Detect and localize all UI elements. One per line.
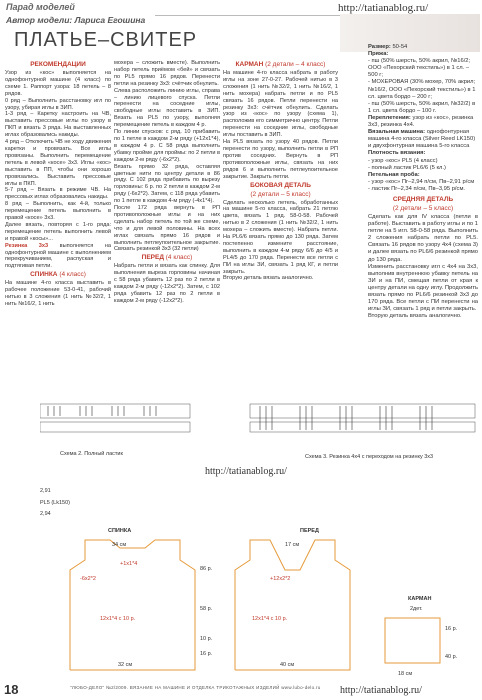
front-heading: ПЕРЕД [141,254,164,262]
dim-front-top: 17 см [285,542,300,548]
text-block: Вторую деталь вязать аналогично. [223,275,314,282]
size-value: 50-54 [392,44,408,50]
page-number: 18 [4,682,19,697]
author-line: Автор модели: Лариса Егошина [6,15,146,25]
dim-back-bottom: 32 см [118,662,133,668]
knitting-schemes [40,400,480,470]
dim-front-f8: 12x1*4 с 10 р. [252,616,288,622]
text-block: Слева расположить линию иглы, справа – линию лицевого спуска. Петли перенести на соседние иглы, свободные иглы поставить в ЗИП. Вязать на PL5 по узору, выполняя перемещение петель в каждом 4 р. [114,87,220,129]
dim-h86: 86 р. [200,566,213,572]
dim-pocket-h: 16 р. [445,626,458,632]
middle-piece-heading: СРЕДНЯЯ ДЕТАЛЬ [392,195,454,203]
text-block: На PL5 вязать по узору 40 рядов. Петли перенести по узору, выполнить петли в РП против соседних. Вернуть в РП противоположные иглы, связать на них рядов 6 и выполнить петлеупоительное закрытие. Закрыть петли. [223,139,338,180]
pattern-diagrams [0,470,482,684]
yarn-item: - МОХЕРОВАЯ (30% мохер, 70% акрил; №16/2, ООО «Пехорский текстиль») в 1 сл. цвета бордо – 200 г; [368,79,478,100]
text-block: 0 ряд – Выполнить расстановку игл по узору, убирая иглы в ЗИП. [5,97,111,111]
column-back-front [114,60,220,400]
text-block: 4 ряд – Отключить ЧВ не ходу движения каретки и провязать. Все иглы провязаны. Выполнить перемещение петель в левой «косе» 3х3. Иглы «кос» выставить в ПП, чтобы они хорошо провязались. Выставить прессовые иглы в ПКП. [5,139,111,187]
pocket-heading: КАРМАН [235,61,264,68]
dim-back-f1: +1x1*4 [120,561,138,567]
watermark-url-mid[interactable]: http://tatianablog.ru/ [205,466,287,477]
weave-label: Переплетения: [368,114,411,121]
back-diagram-title: СПИНКА [108,528,132,534]
side-piece-heading: БОКОВАЯ ДЕТАЛЬ [250,181,311,189]
pocket-subheading: (2 детали – 4 класс) [265,61,326,68]
middle-piece-subheading: (2 детали – 5 класс) [392,204,454,212]
pocket-outline [385,618,440,663]
front-outline [235,540,350,670]
loop-item: - ластик Пг–2,34 п/см, Пв–3,95 р/см. [368,186,478,193]
scheme-3-caption: Схема 3. Резинка 4х4 с переходом на резинку 3х3 [305,454,434,460]
text-block: Сделать как для IV класса (петли в работе). Выставить в работу иглы и по 1 петле на 5 игл. 58-0-58 ряда. Выполнить 2 сложения набрать петли по PL5. Связать 16 рядов по узору 4х4 (схема 3) и далее вязать по PL6/6 резинкой прямо до 130 ряда. [368,213,478,263]
density-item: - узор «кос» PL5 (4 класс) [368,158,478,165]
size-label: Размер: [368,44,391,50]
text-block: Узор из «кос» выполняется на однофонтурной машине (4 класс) по схеме 1. Раппорт узора: 18 петель – 8 рядов. [5,70,111,97]
scheme-2-caption: Схема 2. Полный ластик [60,451,123,457]
pocket-diagram-title: КАРМАН [408,596,432,602]
text-block: 5-7 ряд – Вязать в режиме ЧВ. На прессовых иглах образовались накиды. [5,187,111,201]
dim-front-bottom: 40 см [280,662,295,668]
text-block: Сделать несколько петель, обработанных на машине 5-го класса, набрать 21 петлю цвета, вязать 1 ряд. 58-0-58. Рабочей нитью в 2 сложения (1 нить №32/2, 1 нить мохера – сложить вместе). Набрать петли. На PL6/6 вязать прямо до 130 ряда. Затем постепенно измените расстояние, выполнить в каждом 4-м ряду 6/6 до 4/5 и PL4/5 до 170 ряда. Перенести все петли с ПИ на иглы ЗИ, связать 1 ряд КГ, и петли закрыть. [223,199,338,275]
text-block: Далее вязать, повторяя с 1-го ряда: перемещение петель выполнить левой и правой «косы»... [5,221,111,242]
scheme-1-grid [40,404,190,432]
dim-pocket-w: 18 см [398,671,413,677]
density-item: - полный ластик PL6/6 (5 кл.) [368,165,478,172]
yarn-item: - пш (50% шерсть, 50% акрил, №32/2) в 1 сл. цвета бордо – 100 г. [368,101,478,115]
v291-label: 2,91 [40,488,51,494]
density-label: Плотность вязания: [368,150,426,157]
text-block: Изменить расстановку игл с 4х4 на 3х3, выполнив внутреннюю убавку петель на ЗИ и на ПИ, смещая петли от края к центру детали на одну иглу. Продолжить вязать прямо по PL6/6 резинкой 3х3 до 170 ряда. Все петли с ПИ перенести на иглы ЗИ, связать 1 ряд и петли закрыть. [368,263,478,313]
footer-text: "ЛЮБО-ДЕЛО" №2/2009. ВЯЗАНИЕ НА МАШИНЕ И ОТДЕЛКА ТРИКОТАЖНЫХ ИЗДЕЛИЙ www.lubo-delo.ru [70,685,321,690]
text-block: Набрать петли и вязать как спинку. Для выполнения выреза горловины начиная с 58 ряда убавить 12 раз по 2 петли в каждом 2-м ряду (-12x2*2). Затем, с 102 ряда убавить 12 раз по 2 петли в каждом 2-м ряду (-12x2*2). [114,263,220,304]
dim-back-top: 34 см [112,542,127,548]
text-block: По линии спусков: с ряд. 10 прибавить по 1 петле в каждом 2-м ряду (+12x1*4), в каждом 4 р. С 58 ряда выполнить убавку пройме для проймы: по 2 петли в каждом 2-м ряду (-6x2*2). [114,129,220,163]
loop-item: - узор «кос» Пг–2,94 п/см, Пв–2,91 р/см [368,179,478,186]
specs-panel [368,44,478,399]
text-block: 8 ряд – Выполнить, как 4-й, только перемещение петель выполнить в правой «косе» 3х3. [5,201,111,222]
dim-h16: 16 р. [200,651,213,657]
watermark-url-top[interactable]: http://tatianablog.ru/ [338,2,429,14]
dim-h58: 58 р. [200,606,213,612]
text-block: Вязать прямо 32 ряда, оставляя цветные нити по центру детали в 86 ряду. С 102 ряда прибавить по вырезу горловины: 6 р. по 2 петли в каждом 2-м ряду (-6x2*2). Затем, с 118 ряда убавить по 1 петле в каждом 4-м ряду (-4x1*4). [114,163,220,205]
side-piece-subheading: (2 детали – 5 класс) [250,190,311,198]
text-block: выполняется на однофонтурной машине с выполнением перекручиванием, распуская и подтягивая петли. [5,242,111,270]
machine-value: однофонтурная машина 4-го класса (Silver Reed LK150) и двухфонтурная машина 5-го класса [368,129,476,150]
text-block: мохера – сложить вместе). Выполнить набор петель приёмом «бей» и связать по PL5 прямо 16 рядов. Перенести петли на резинку 3х3: счётчик обнулить. [114,60,220,87]
dim-pocket-h40: 40 р. [445,654,458,660]
yarn-item: - пш (50% шерсть, 50% акрил, №16/2; ООО «Пехорский текстиль») в 1 сл. – 500 г; [368,58,478,79]
back-heading: СПИНКА [30,271,58,279]
column-pocket-side [223,60,338,400]
watermark-url-bottom[interactable]: http://tatianablog.ru/ [340,685,422,696]
section-title: Парад моделей [6,2,75,12]
recommendations-heading: РЕКОМЕНДАЦИИ [30,61,86,68]
front-subheading: (4 класс) [165,254,193,262]
text-block: 1-3 ряд – Каретку настроить на ЧВ, выставить прессовые иглы по узору в ПКП и вязать 3 ряда. На выставленных иглах образовались накиды. [5,111,111,139]
dim-front-f9: +12x2*2 [270,576,291,582]
v294-label: 2,94 [40,511,51,517]
text-block: На машине 4-го класса набрать в работу иглы на зоне 27-0-27. Рабочей нитью в 3 сложения (1 нить №32/2, 1 нить №16/2, 1 нить мохера) набрать петли и по PL5 связать 16 рядов. Петли перенести на резинку 3х3: счётчик обнулить. Сделать узор из «кос» по узору (схема 1), расположив его симметрично центру. Петли перенести на соседние иглы, свободные иглы поставить в ЗИП. [223,70,338,139]
text-block: После 172 ряда вернуть в РП противоположные иглы и на них сделать набор петель по той же схеме, что и для левой половины. На всех иглах связать прямо 16 рядов и выполнить петлеупоительное закрытие. Связать резинкой 3х3 (32 петли) [114,205,220,253]
text-block: На машине 4-го класса выставить в рабочее положение 53-0-41, рабочий нитью в 3 сложения (1 нить №32/2, 1 нить №16/2, 1 нить [5,280,111,307]
pocket-diagram-sub: 2дет. [410,606,423,612]
weave-value: узор из «кос», резинка 3х3, резинка 4х4. [368,114,474,129]
dim-h10: 10 р. [200,636,213,642]
header-rule [155,15,365,16]
rib-heading: Резинка 3х3 [5,242,49,249]
yarn-label: Пряжа: [368,51,389,58]
dim-back-f7: 12x1*4 с 10 р. [100,616,136,622]
loop-label: Петельная проба: [368,171,420,178]
dim-back-f2: -6x2*2 [80,576,96,582]
front-diagram-title: ПЕРЕД [300,528,319,534]
page-title: ПЛАТЬЕ–СВИТЕР [14,29,198,51]
back-subheading: (4 класс) [59,271,86,279]
column-recommendations [5,60,111,400]
pl5-label: PL5 (Lk150) [40,500,70,506]
scheme-3-grid [250,404,475,432]
text-block: Вторую деталь вязать аналогично. [368,313,462,320]
machine-label: Вязальная машина: [368,129,426,136]
back-outline [70,540,195,670]
